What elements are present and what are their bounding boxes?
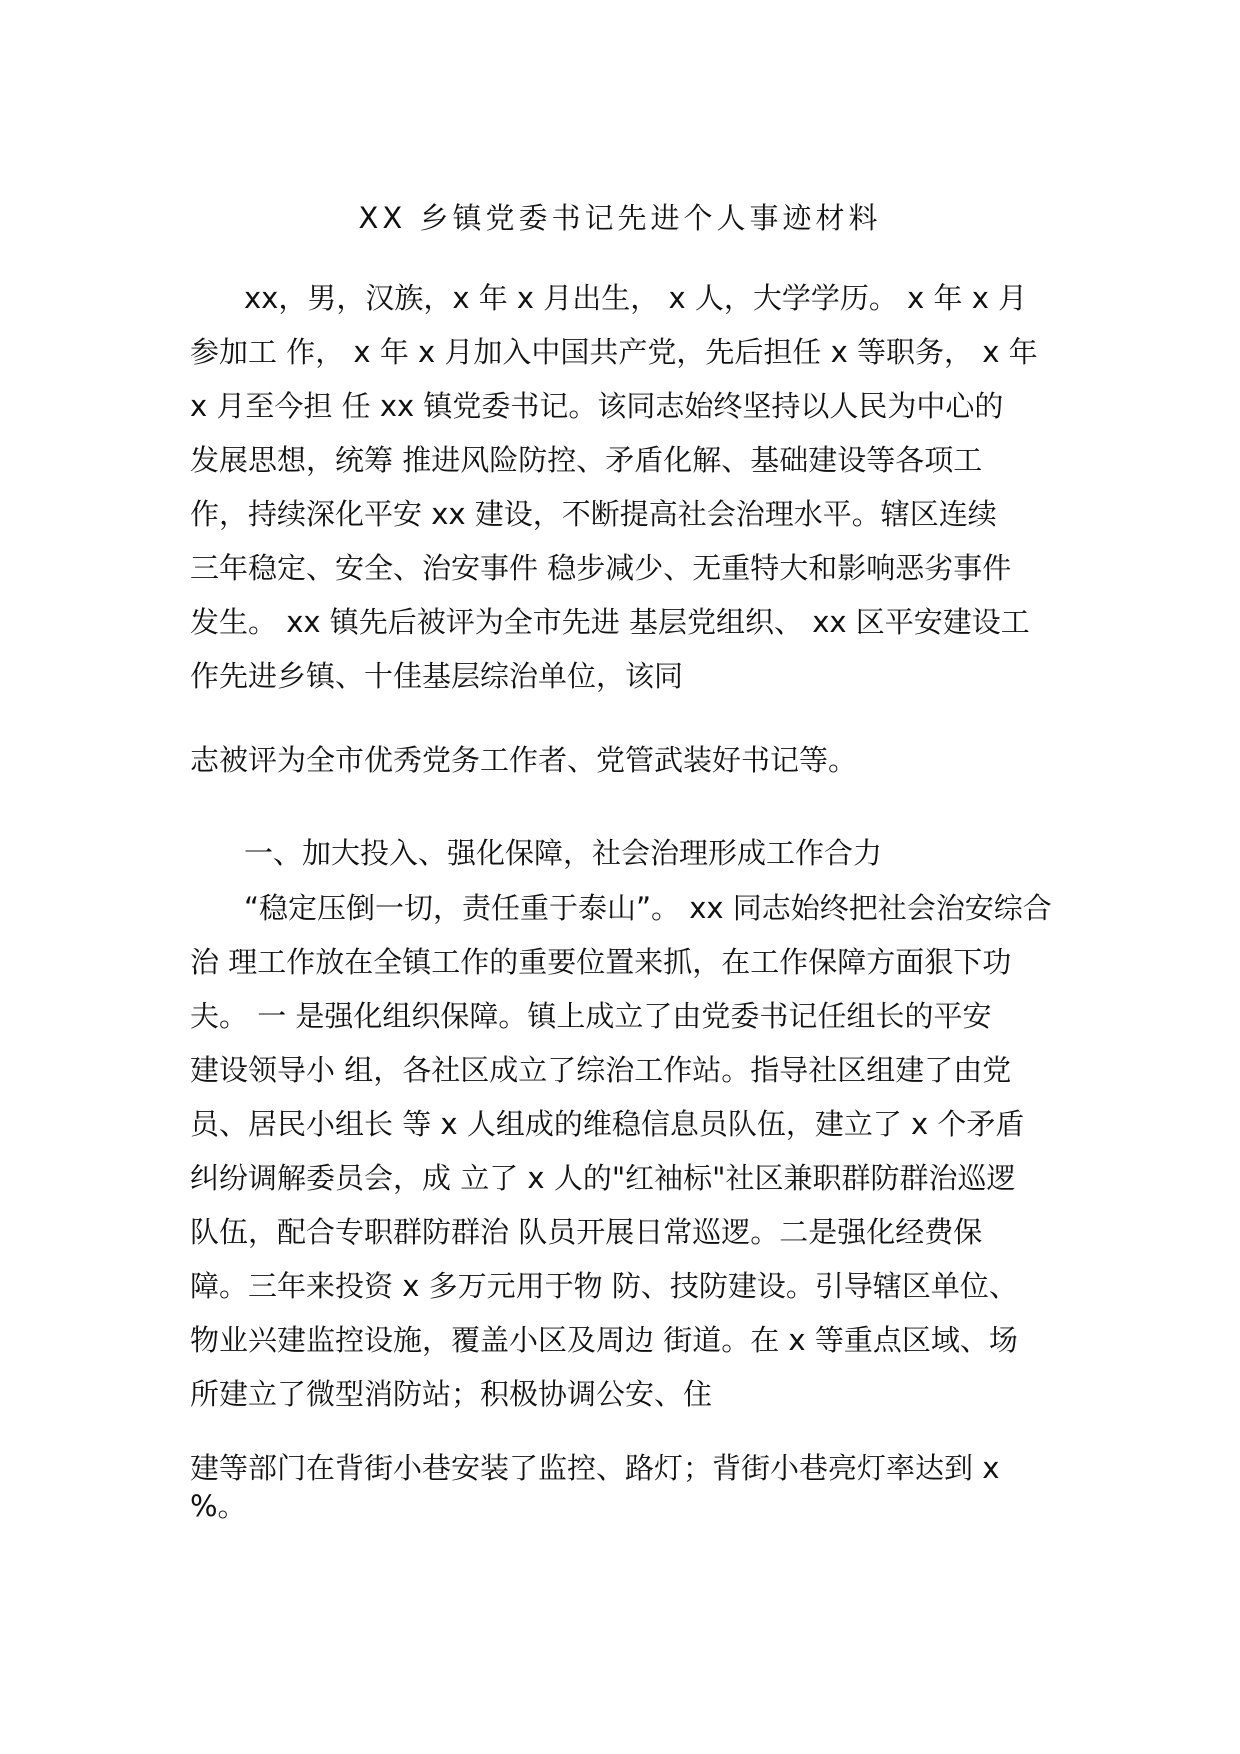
intro-line: 作，持续深化平安 xx 建设，不断提高社会治理水平。辖区连续 bbox=[190, 497, 997, 531]
intro-line: 参加工 作， x 年 x 月加入中国共产党，先后担任 x 等职务， x 年 bbox=[190, 335, 1038, 369]
section-line: 纠纷调解委员会，成 立了 x 人的"红袖标"社区兼职群防群治巡逻 bbox=[190, 1161, 1016, 1195]
intro-line: xx，男，汉族，x 年 x 月出生， x 人，大学学历。 x 年 x 月 bbox=[244, 281, 1028, 315]
intro-line: 作先进乡镇、十佳基层综治单位，该同 bbox=[190, 659, 684, 693]
intro-line: 发生。 xx 镇先后被评为全市先进 基层党组织、 xx 区平安建设工 bbox=[190, 605, 1030, 639]
intro-tail-line: 志被评为全市优秀党务工作者、党管武装好书记等。 bbox=[190, 743, 858, 777]
section-line: 员、居民小组长 等 x 人组成的维稳信息员队伍，建立了 x 个矛盾 bbox=[190, 1107, 1025, 1141]
section-line: 治 理工作放在全镇工作的重要位置来抓，在工作保障方面狠下功 bbox=[190, 945, 1012, 979]
intro-line: 三年稳定、安全、治安事件 稳步减少、无重特大和影响恶劣事件 bbox=[190, 551, 1012, 585]
section-line: 所建立了微型消防站；积极协调公安、住 bbox=[190, 1377, 713, 1411]
section-heading: 一、加大投入、强化保障，社会治理形成工作合力 bbox=[244, 836, 883, 870]
section-line: 障。三年来投资 x 多万元用于物 防、技防建设。引导辖区单位、 bbox=[190, 1269, 1018, 1303]
document-title: XX 乡镇党委书记先进个人事迹材料 bbox=[358, 201, 882, 235]
intro-line: 发展思想，统筹 推进风险防控、矛盾化解、基础建设等各项工 bbox=[190, 443, 983, 477]
section-line: 夫。 一 是强化组织保障。镇上成立了由党委书记任组长的平安 bbox=[190, 999, 992, 1033]
section-line: 建设领导小 组，各社区成立了综治工作站。指导社区组建了由党 bbox=[190, 1053, 1012, 1087]
section-line: “稳定压倒一切，责任重于泰山”。 xx 同志始终把社会治安综合 bbox=[244, 891, 1052, 925]
section-line: 队伍，配合专职群防群治 队员开展日常巡逻。二是强化经费保 bbox=[190, 1215, 983, 1249]
section-line: 物业兴建监控设施，覆盖小区及周边 街道。在 x 等重点区域、场 bbox=[190, 1323, 1018, 1357]
intro-line: x 月至今担 任 xx 镇党委书记。该同志始终坚持以人民为中心的 bbox=[190, 389, 1004, 423]
section-tail-line: 建等部门在背街小巷安装了监控、路灯；背街小巷亮灯率达到 x bbox=[190, 1451, 1000, 1485]
section-tail-line: %。 bbox=[190, 1489, 247, 1523]
